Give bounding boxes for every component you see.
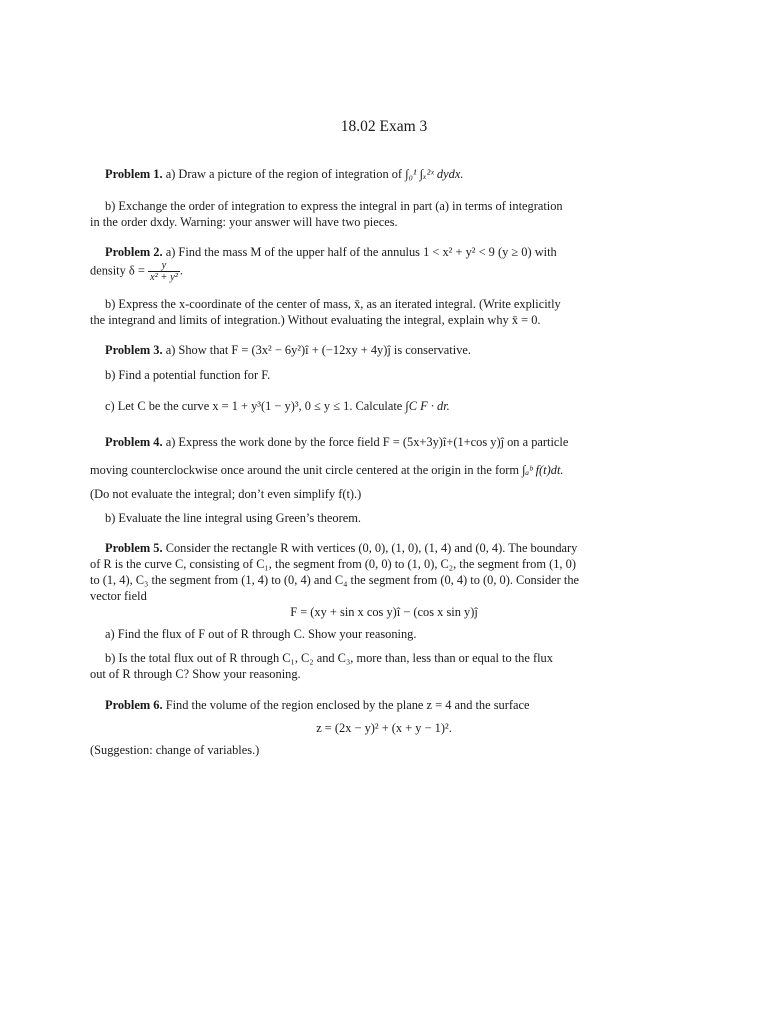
density-denominator: x² + y² [149, 272, 178, 283]
problem-5-l1-text: Consider the rectangle R with vertices (0, 0), (1, 0), (1, 4) and (0, 4). The boundary [165, 541, 578, 555]
density-prefix: density δ = [90, 263, 145, 278]
problem-1-part-b-line2: in the order dxdy. Warning: your answer will have two pieces. [90, 215, 398, 229]
problem-1-a-text: a) Draw a picture of the region of integration of [165, 167, 403, 181]
problem-5-line1 [105, 540, 695, 556]
problem-6-l1-text: Find the volume of the region enclosed by the plane z = 4 and the surface [165, 698, 530, 712]
problem-2-part-a-line1 [105, 244, 695, 260]
problem-6-line1 [105, 697, 695, 713]
problem-4-part-a-line1 [105, 434, 695, 450]
problem-3-a-text: a) Show that F = (3x² − 6y²)î + (−12xy + 4y)ĵ is conservative. [165, 343, 471, 357]
problem-4-a2-integral: ∫ₐᵇ f(t)dt. [522, 463, 564, 477]
problem-3-part-b: b) Find a potential function for F. [105, 368, 271, 382]
problem-1-part-a [105, 166, 695, 182]
problem-2-label: Problem 2. [105, 245, 163, 259]
problem-1-part-b-line1: b) Exchange the order of integration to express the integral in part (a) in terms of integration [105, 199, 563, 213]
problem-4-part-a-line2 [90, 462, 680, 478]
density-fraction [148, 260, 180, 283]
problem-2-a-text: a) Find the mass M of the upper half of the annulus 1 < x² + y² < 9 (y ≥ 0) with [165, 245, 557, 259]
problem-4-label: Problem 4. [105, 435, 163, 449]
problem-5-part-b-line1: b) Is the total flux out of R through C₁, C₂ and C₃, more than, less than or equal to the flux [105, 651, 553, 665]
page-title: 18.02 Exam 3 [340, 118, 428, 135]
problem-4-a-text: a) Express the work done by the force field F = (5x+3y)î+(1+cos y)ĵ on a particle [165, 435, 569, 449]
problem-3-part-a [105, 342, 695, 358]
problem-4-part-a-line3: (Do not evaluate the integral; don’t even simplify f(t).) [90, 487, 362, 501]
problem-3-c-text: c) Let C be the curve x = 1 + y³(1 − y)³, 0 ≤ y ≤ 1. Calculate [105, 399, 403, 413]
problem-6-suggestion: (Suggestion: change of variables.) [90, 743, 260, 757]
problem-5-label: Problem 5. [105, 541, 163, 555]
problem-5-line2: of R is the curve C, consisting of C₁, the segment from (0, 0) to (1, 0), C₂, the segment from (1, 0) [90, 557, 576, 571]
problem-6-equation: z = (2x − y)² + (x + y − 1)². [316, 721, 452, 735]
problem-4-a2-text: moving counterclockwise once around the unit circle centered at the origin in the form [90, 463, 520, 477]
density-numerator: y [161, 260, 167, 271]
problem-5-line3: to (1, 4), C₃ the segment from (1, 4) to (0, 4) and C₄ the segment from (0, 4) to (0, 0). Consider the [90, 573, 580, 587]
problem-3-label: Problem 3. [105, 343, 163, 357]
problem-5-line4: vector field [90, 589, 147, 603]
problem-1-label: Problem 1. [105, 167, 163, 181]
problem-2-part-b-line1: b) Express the x-coordinate of the center of mass, x̄, as an iterated integral. (Write explicitly [105, 297, 561, 311]
problem-5-vector-field: F = (xy + sin x cos y)î − (cos x sin y)ĵ [290, 605, 478, 619]
problem-2-density: density δ = $\frac{y}{\text{x² + y²}}$ . [90, 260, 183, 283]
problem-3-part-c [105, 398, 695, 414]
problem-4-part-b: b) Evaluate the line integral using Green’s theorem. [105, 511, 361, 525]
problem-5-part-b-line2: out of R through C? Show your reasoning. [90, 667, 301, 681]
problem-6-label: Problem 6. [105, 698, 163, 712]
problem-5-part-a: a) Find the flux of F out of R through C. Show your reasoning. [105, 627, 417, 641]
problem-3-c-integral: ∫C F · dr. [405, 399, 450, 413]
problem-1-integral: ∫₀¹ ∫ₓ²ˣ dydx. [405, 167, 464, 181]
problem-2-part-b-line2: the integrand and limits of integration.) Without evaluating the integral, explain why x̄ = 0. [90, 313, 541, 327]
